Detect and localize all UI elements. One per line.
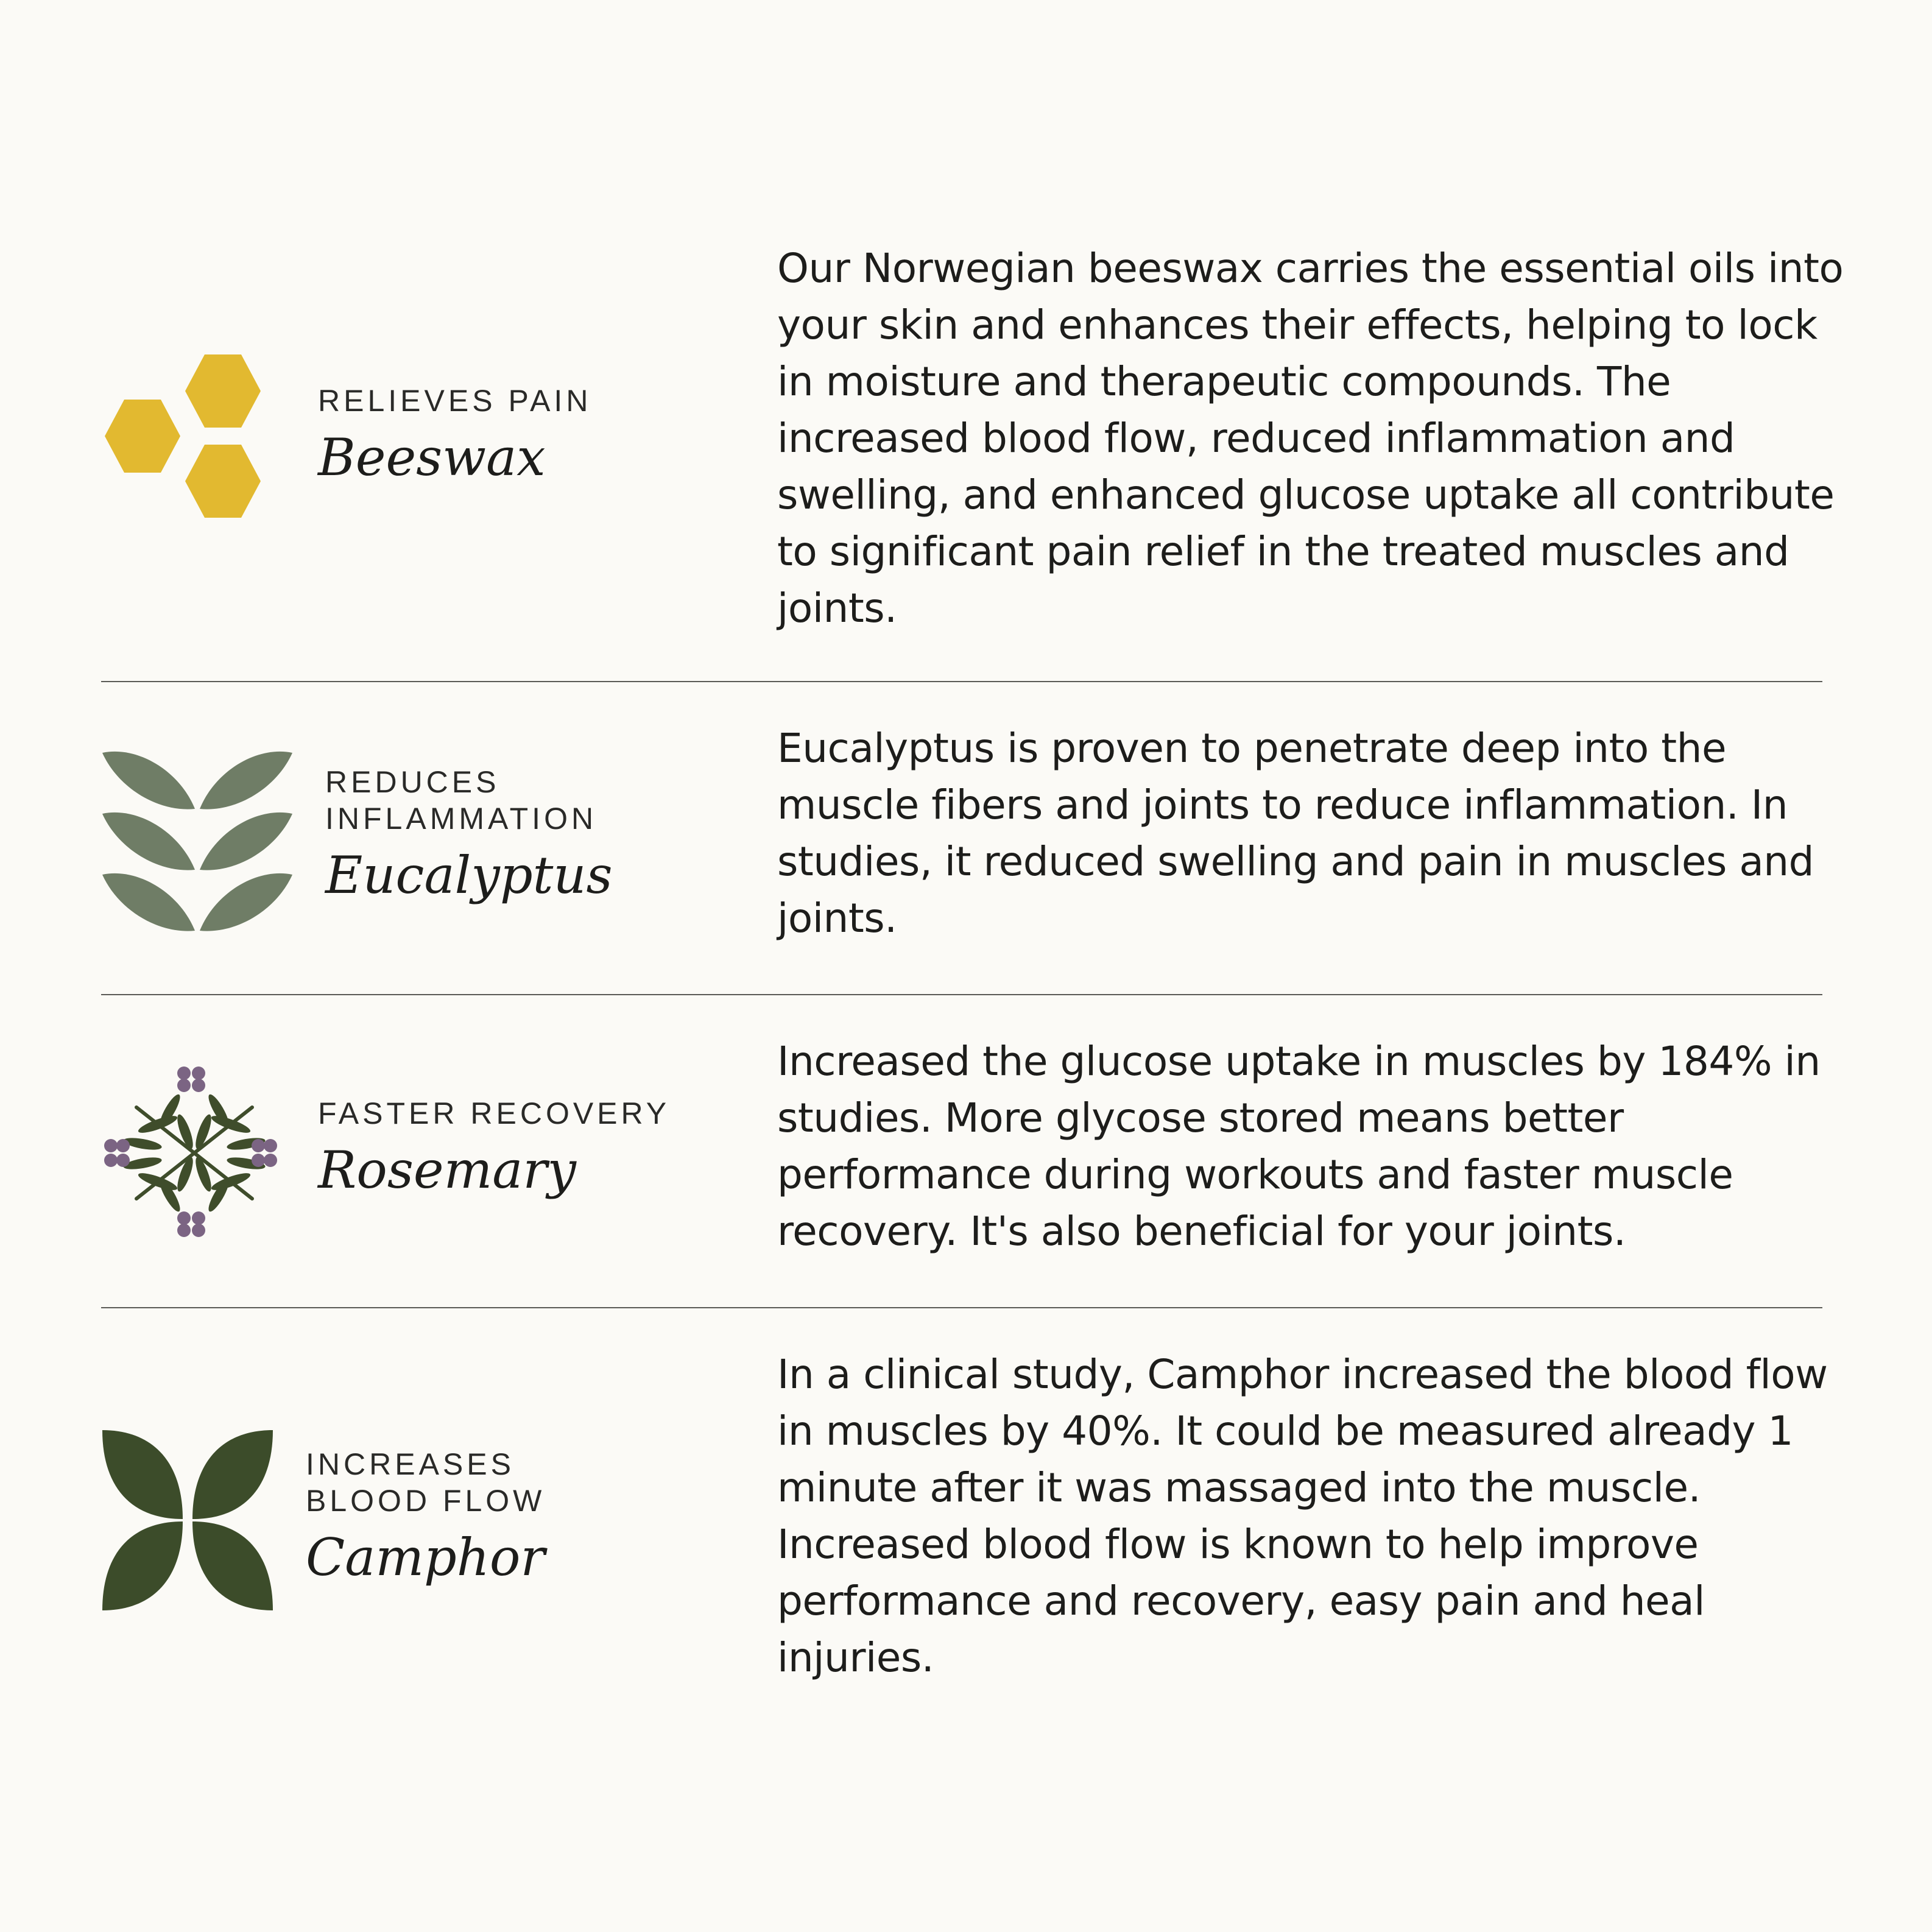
camphor-leaves-icon <box>100 1428 275 1613</box>
benefit-label: FASTER RECOVERY <box>318 1096 671 1130</box>
ingredient-name: Beeswax <box>318 428 546 487</box>
ingredient-row-eucalyptus <box>0 682 1932 994</box>
benefit-label: RELIEVES PAIN <box>318 384 592 418</box>
benefit-label: INCREASES BLOOD FLOW <box>306 1447 546 1518</box>
ingredient-row-rosemary <box>0 995 1932 1307</box>
ingredient-label <box>325 764 613 909</box>
ingredient-label <box>318 383 591 491</box>
ingredient-name: Eucalyptus <box>325 845 613 905</box>
ingredient-description: Our Norwegian beeswax carries the essential oils into your skin and enhances their effects, helping to lock in moisture and therapeutic compounds. The increased blood flow, reduced inflammation and swelling, and enhanced glucose uptake all contribute to significant pain relief in the treated muscles and joints. <box>777 245 1844 632</box>
ingredient-description: Eucalyptus is proven to penetrate deep into the muscle fibers and joints to reduce inflammation. In studies, it reduced swelling and pain in muscles and joints. <box>777 725 1814 942</box>
ingredient-description: In a clinical study, Camphor increased the blood flow in muscles by 40%. It could be measured already 1 minute after it was massaged into the muscle. Increased blood flow is known to help improve performance and recovery, easy pain and heal injuries. <box>777 1351 1828 1681</box>
honeycomb-icon <box>104 351 286 534</box>
benefit-label: REDUCES INFLAMMATION <box>325 765 598 836</box>
ingredient-row-camphor <box>0 1308 1932 1796</box>
ingredient-label <box>318 1095 670 1204</box>
ingredient-label <box>306 1446 545 1591</box>
ingredient-row-beeswax <box>0 0 1932 681</box>
eucalyptus-leaves-icon <box>100 746 295 933</box>
ingredient-name: Camphor <box>306 1528 545 1587</box>
rosemary-sprig-icon <box>100 1059 289 1247</box>
ingredient-name: Rosemary <box>318 1140 576 1200</box>
ingredient-description: Increased the glucose uptake in muscles by 184% in studies. More glycose stored means better performance during workouts and faster muscle recovery. It's also beneficial for your joints. <box>777 1038 1821 1255</box>
